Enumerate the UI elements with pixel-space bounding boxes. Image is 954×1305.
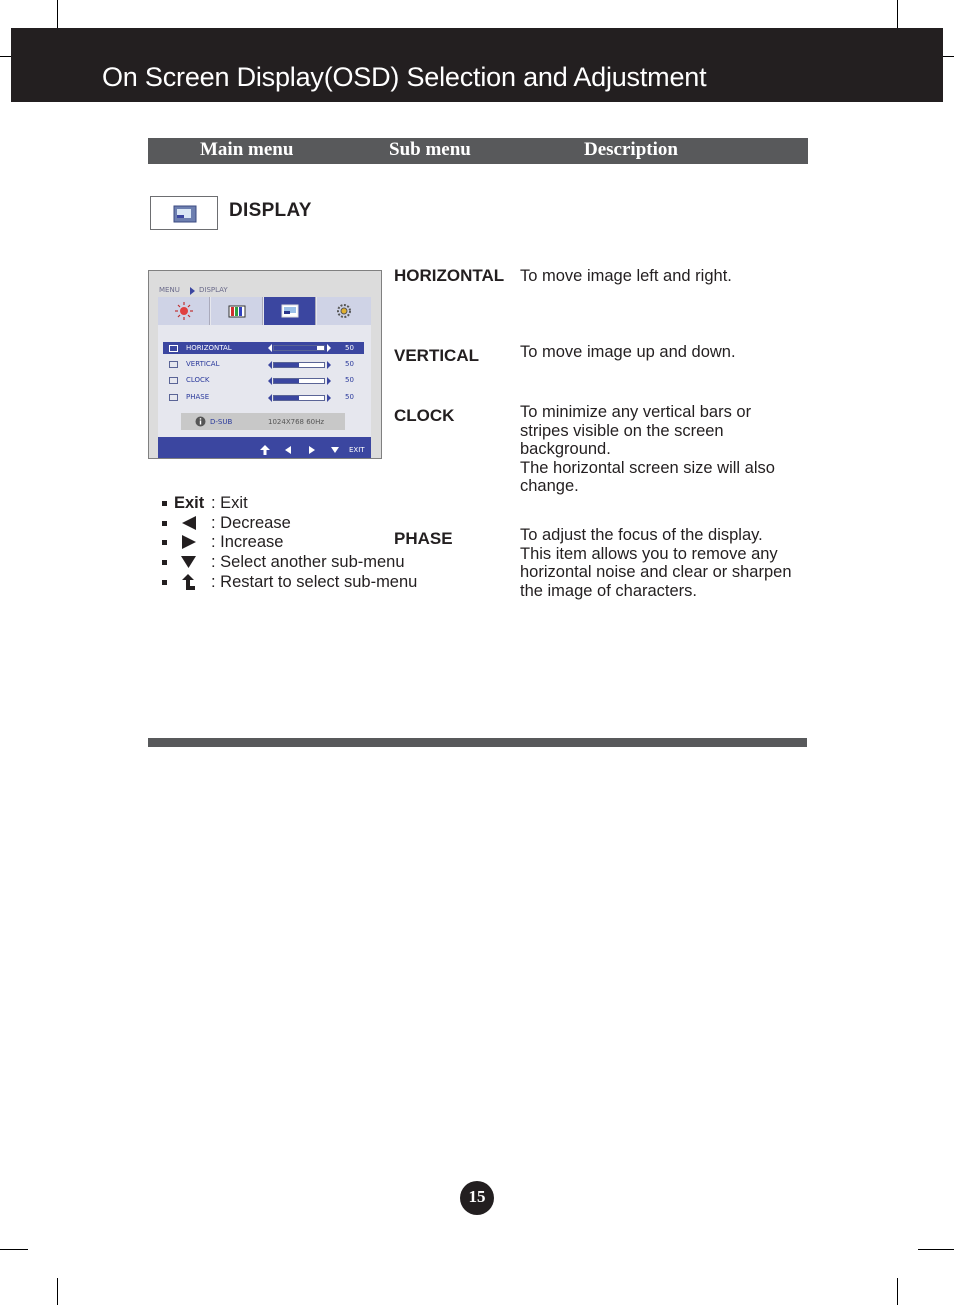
description-line: change. <box>520 477 579 495</box>
legend-text: : Decrease <box>211 514 291 532</box>
bullet-icon <box>162 580 167 585</box>
osd-exit-label: EXIT <box>349 446 365 454</box>
crop-mark <box>57 1278 58 1305</box>
triangle-right-icon <box>327 394 331 402</box>
osd-tab-picture <box>158 297 210 325</box>
triangle-left-icon <box>268 361 272 369</box>
bullet-icon <box>162 521 167 526</box>
legend-text: : Restart to select sub-menu <box>211 573 418 591</box>
display-menu-icon-box <box>150 196 218 230</box>
description-phase <box>520 526 810 600</box>
crop-mark <box>0 1249 28 1250</box>
triangle-left-icon <box>268 344 272 352</box>
osd-row-label: PHASE <box>186 393 210 401</box>
triangle-right-icon <box>182 535 196 549</box>
legend-select-sub-menu <box>162 553 462 573</box>
osd-slider-fill <box>274 396 299 400</box>
osd-row-value: 50 <box>345 393 354 401</box>
osd-slider-fill <box>274 346 317 350</box>
section-title-display: DISPLAY <box>229 200 312 221</box>
osd-row-label: VERTICAL <box>186 360 220 368</box>
color-bars-icon <box>211 297 263 325</box>
submenu-horizontal: HORIZONTAL <box>394 266 505 285</box>
column-header-main-menu: Main menu <box>200 139 294 160</box>
legend-decrease <box>162 514 462 534</box>
legend-text: : Exit <box>211 494 248 512</box>
description-vertical <box>520 343 810 362</box>
display-window-icon <box>264 297 316 325</box>
triangle-right-icon <box>327 344 331 352</box>
clock-icon <box>169 377 178 384</box>
description-line: the image of characters. <box>520 581 698 600</box>
triangle-right-icon <box>190 287 195 295</box>
legend-key-exit: Exit <box>174 494 205 512</box>
osd-row-label: HORIZONTAL <box>186 344 232 352</box>
triangle-right-icon <box>327 377 331 385</box>
bullet-icon <box>162 540 167 545</box>
page-number: 15 <box>468 1187 486 1206</box>
phase-icon <box>169 394 178 401</box>
description-line: This item allows you to remove any <box>520 544 778 563</box>
bullet-icon <box>162 560 167 565</box>
crop-mark <box>897 1278 898 1305</box>
osd-slider-fill <box>274 363 299 367</box>
crop-mark <box>0 56 11 57</box>
triangle-left-icon <box>182 516 196 530</box>
return-arrow-icon <box>182 574 196 590</box>
return-arrow-icon <box>260 445 270 455</box>
crop-mark <box>897 0 898 28</box>
crop-mark <box>57 0 58 28</box>
description-line: The horizontal screen size will also <box>520 458 775 477</box>
info-icon <box>195 416 206 427</box>
legend-increase <box>162 533 462 553</box>
triangle-left-icon <box>285 446 291 454</box>
triangle-left-icon <box>268 377 272 385</box>
osd-slider-fill <box>274 379 299 383</box>
page-title: On Screen Display(OSD) Selection and Adjustment <box>102 62 707 92</box>
osd-slider <box>273 395 325 401</box>
osd-row-value: 50 <box>345 376 354 384</box>
description-line: To move image up and down. <box>520 343 736 361</box>
crop-mark <box>918 1249 954 1250</box>
brightness-icon <box>158 297 210 325</box>
triangle-down-icon <box>331 447 339 453</box>
triangle-left-icon <box>268 394 272 402</box>
gear-icon <box>317 297 371 325</box>
display-window-icon <box>151 197 217 229</box>
description-horizontal <box>520 267 810 286</box>
column-header-description: Description <box>584 139 678 160</box>
submenu-vertical: VERTICAL <box>394 346 479 365</box>
triangle-right-icon <box>309 446 315 454</box>
osd-slider <box>273 378 325 384</box>
osd-tab-color <box>211 297 263 325</box>
osd-slider <box>273 345 325 351</box>
description-line: background. <box>520 440 611 458</box>
description-clock <box>520 403 810 496</box>
description-line: horizontal noise and clear or sharpen <box>520 563 792 581</box>
osd-slider <box>273 362 325 368</box>
submenu-phase: PHASE <box>394 529 453 548</box>
legend-restart <box>162 573 462 593</box>
osd-row-label: CLOCK <box>186 376 210 384</box>
osd-tab-setup <box>317 297 371 325</box>
legend-exit <box>162 494 462 514</box>
osd-breadcrumb-page: DISPLAY <box>199 286 228 294</box>
vertical-position-icon <box>169 361 178 368</box>
osd-tab-display <box>264 297 316 325</box>
osd-breadcrumb-menu: MENU <box>159 286 180 294</box>
description-line: To minimize any vertical bars or <box>520 403 752 421</box>
crop-mark <box>943 56 954 57</box>
section-bottom-rule <box>148 738 807 747</box>
description-line: stripes visible on the screen <box>520 421 724 440</box>
triangle-down-icon <box>181 556 196 568</box>
description-line: To adjust the focus of the display. <box>520 526 763 544</box>
osd-row-value: 50 <box>345 344 354 352</box>
bullet-icon <box>162 501 167 506</box>
description-line: To move image left and right. <box>520 267 732 285</box>
horizontal-position-icon <box>169 345 178 352</box>
legend-text: : Increase <box>211 533 284 551</box>
legend-text: : Select another sub-menu <box>211 553 405 571</box>
osd-row-value: 50 <box>345 360 354 368</box>
submenu-clock: CLOCK <box>394 406 455 425</box>
osd-input-source: D-SUB <box>210 418 233 426</box>
column-header-sub-menu: Sub menu <box>389 139 471 160</box>
triangle-right-icon <box>327 361 331 369</box>
osd-resolution: 1024X768 60Hz <box>268 418 325 426</box>
